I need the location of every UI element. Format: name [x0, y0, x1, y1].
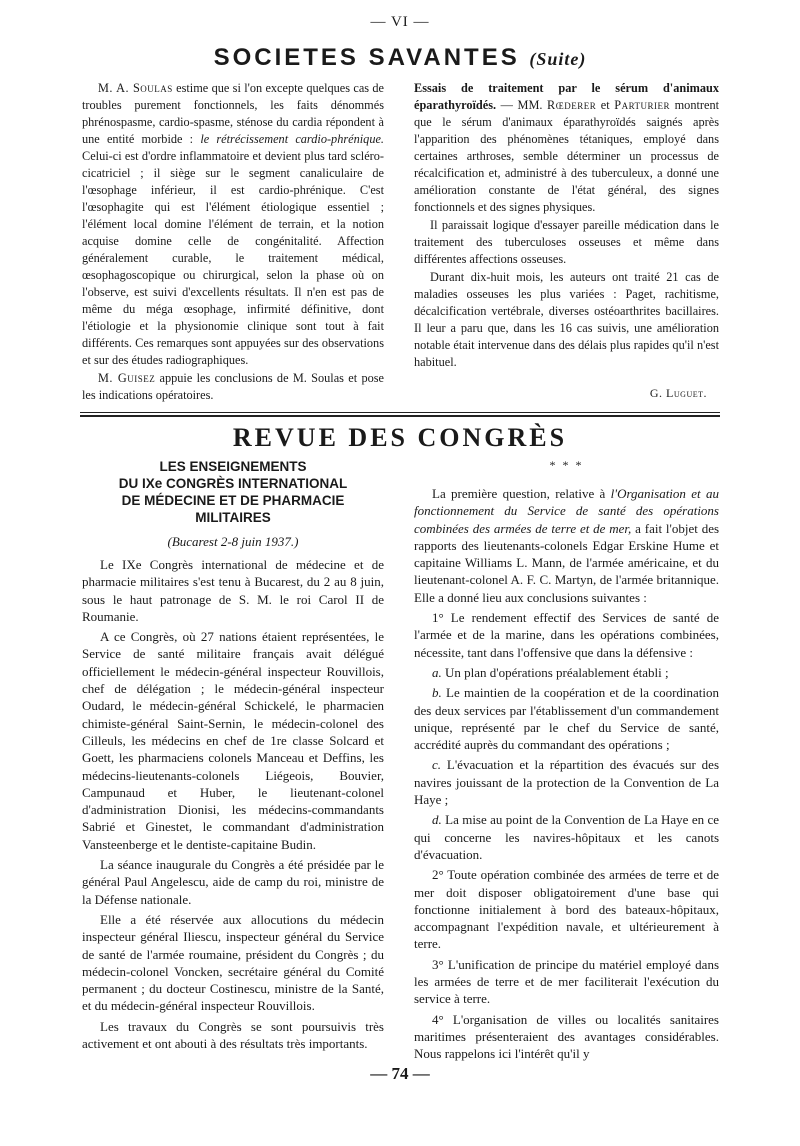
question-text-a: La première question, relative à	[432, 486, 606, 501]
author-parturier: Parturier	[614, 98, 671, 112]
item-d	[414, 811, 719, 863]
societes-left-column	[82, 80, 384, 404]
section-title-suffix: (Suite)	[529, 49, 587, 69]
serum-heading: Essais de traitement par le sérum d'animaux éparathyroïdés.	[414, 81, 719, 112]
congress-title-line1: LES ENSEIGNEMENTS	[159, 459, 307, 474]
congress-title-line3: DE MÉDECINE ET DE PHARMACIE MILITAIRES	[121, 493, 345, 525]
congress-paragraph-3: La séance inaugurale du Congrès a été présidée par le général Paul Angelescu, aide de camp du roi, ministre de la Défense nationale.	[82, 857, 384, 907]
congress-right-body	[414, 485, 719, 1063]
running-head: — VI —	[370, 14, 430, 30]
question-italic: l'Organisation et au fonctionnement du Service de santé des opérations combinées des armées de terre et de mer,	[414, 486, 719, 536]
signature: G. Luguet.	[649, 386, 707, 400]
item-a-text: Un plan d'opérations préalablement établi ;	[445, 664, 669, 680]
page-number: — 74 —	[370, 1064, 430, 1083]
item-b-text: Le maintien de la coopération et de la coordination des deux services par l'établissement d'un commandement unique, représenté par le chef du Service de santé, accrédité auprès du commandant des opérations ;	[414, 685, 720, 753]
guisez-text: appuie les conclusions de M. Soulas et pose les indications opératoires.	[82, 371, 384, 402]
congress-title-line2: DU IXe CONGRÈS INTERNATIONAL	[118, 476, 348, 491]
congress-paragraph-2: A ce Congrès, où 27 nations étaient représentées, le Service de santé militaire français avait délégué officiellement le médecin-général inspecteur Rouvillois, chef de délégation ; le médecin-général inspecteur Oudard, le médecin-général Schickelé, le pharmacien chimiste-général Saint-Sernin, le médecin-colonel des Cilleuls, les médecins en chef de 1re classe Solcard et Goett, les pharmaciens colonels Manceau et Deffins, les médecins-lieutenants-colonels Liégeois, Bouvier, Campunaud et Huber, le lieutenant-colonel d'administration Dionisi, les médecins-commandants Sabrié et Ginestet, le commandant d'administration Vansteenberge et le dentiste-capitaine Budin.	[82, 629, 384, 852]
revue-title: REVUE DES CONGRÈS	[232, 423, 568, 452]
author-guisez: M. Guisez	[98, 371, 156, 385]
soulas-text-b: Celui-ci est d'ordre inflammatoire et devient plus tard scléro-cicatriciel ; il siège sur le segment canaliculaire de l'œsophage inférieur, il est cardio-phrénique. C'est l'œsophagite qui est l'élément étiologique essentiel ; l'élément local domine l'élément de terrain, et la notion acquise domine celle de congénitalité. Affection généralement curable, le traitement médical, œsophagoscopique ou chirurgical, selon la phase où on l'observe, est suivi d'excellents résultats. Il n'en est pas de même du méga œsophage, infirmité définitive, dont l'étiologie et la physionomie clinique sont tout à fait différents. Ces remarques sont appuyées sur des observations et sur des études radiographiques.	[82, 149, 384, 367]
serum-paragraph-2: Il paraissait logique d'essayer pareille médication dans le traitement des tuberculoses osseuses et même dans différentes affections osseuses.	[414, 218, 719, 266]
serum-authors-prefix: — MM.	[500, 98, 543, 112]
congress-paragraph-4: Elle a été réservée aux allocutions du médecin inspecteur général Iliescu, inspecteur général du Service de santé de l'armée roumaine, président du Congrès ; du médecin-colonel Voncken, secrétaire général du Comité permanent ; du docteur Costinescu, ministre de la Santé, et du médecin-général inspecteur Rouvillois.	[82, 911, 384, 1014]
question-text-b: a fait l'objet des rapports des lieutenants-colonels Edgar Erskine Hume et capitaine Williams L. Mann, de l'armée américaine, et du lieutenant-colonel A. F. C. Martyn, de l'armée britannique. Elle a donné lieu aux conclusions suivantes :	[414, 520, 720, 605]
item-c-label: c.	[432, 757, 442, 773]
congress-left-column	[82, 458, 384, 1052]
soulas-italic: le rétrécissement cardio-phrénique.	[200, 132, 384, 146]
conclusion-4: 4° L'organisation de villes ou localités sanitaires maritimes présenteraient des avantages considérables. Nous rappelons ici l'intérêt qu'il y	[414, 1011, 719, 1062]
soulas-paragraph	[82, 80, 384, 369]
congress-date: (Bucarest 2-8 juin 1937.)	[167, 534, 299, 549]
serum-paragraph-3: Durant dix-huit mois, les auteurs ont traité 21 cas de maladies osseuses les plus variées : Paget, rachitisme, décalcification vertébrale, diverses ostéoarthrites bacillaires. Il leur a paru que, dans les 16 cas suivis, une amélioration notable était intervenue dans des délais plus rapides qu'il n'est habituel.	[414, 270, 719, 369]
conclusion-3: 3° L'unification de principe du matériel employé dans les armées de terre et de mer faciliterait l'exécution du service à terre.	[414, 956, 719, 1007]
item-b	[414, 684, 719, 753]
item-b-label: b.	[432, 685, 442, 701]
divider-thin	[80, 412, 720, 413]
item-c	[414, 756, 719, 808]
guisez-paragraph	[82, 370, 384, 404]
section-stars: * * *	[549, 458, 584, 472]
divider-thick	[80, 415, 720, 417]
author-roederer: Rœderer	[547, 98, 597, 112]
author-soulas: M. A. Soulas	[98, 81, 173, 95]
societes-right-column	[414, 80, 719, 402]
serum-and: et	[600, 98, 610, 112]
section-title	[0, 44, 800, 72]
congress-paragraph-5: Les travaux du Congrès se sont poursuivis très activement et ont abouti à des résultats très importants.	[82, 1018, 384, 1052]
question-paragraph	[414, 485, 719, 606]
soulas-text-a: estime que si l'on excepte quelques cas de troubles purement fonctionnels, les faits dénommés phrénospasme, cardio-spasme, sténose du cardia répondent à une entité morbide :	[82, 81, 385, 146]
item-d-label: d.	[432, 812, 442, 828]
item-c-text: L'évacuation et la répartition des évacués sur des navires jouissant de la protection de la Convention de La Haye ;	[414, 757, 720, 808]
congress-right-column	[414, 458, 719, 1063]
item-d-text: La mise au point de la Convention de La Haye en ce qui concerne les navires-hôpitaux et les canots d'évacuation.	[414, 812, 719, 862]
item-a	[414, 664, 719, 681]
congress-paragraph-1: Le IXe Congrès international de médecine et de pharmacie militaires s'est tenu à Bucarest, du 2 au 8 juin, sous le haut patronage de S. M. le roi Carol II de Roumanie.	[82, 557, 384, 624]
congress-body	[82, 556, 384, 1052]
section-title-text: SOCIETES SAVANTES	[213, 44, 520, 71]
item-a-label: a.	[432, 664, 442, 680]
conclusion-2: 2° Toute opération combinée des armées de terre et de mer doit disposer obligatoirement d'une base qui fonctionne initialement à bord des bateaux-hôpitaux, accompagnant l'expédition navale, et ultérieurement à terre.	[414, 867, 719, 952]
serum-text: montrent que le sérum d'animaux éparathyroïdés saignés après l'apparition des phénomènes tétaniques, employé dans certaines arthroses, semble déterminer un processus de récalcification et, administré à des tuberculeux, a donné une amélioration constante de l'état général, des signes fonctionnels et des signes physiques.	[414, 98, 720, 214]
conclusion-1: 1° Le rendement effectif des Services de santé de l'armée et de la marine, dans les opérations combinées, nécessite, tant dans l'offensive que dans la défensive :	[414, 610, 719, 660]
serum-paragraph	[414, 80, 719, 216]
